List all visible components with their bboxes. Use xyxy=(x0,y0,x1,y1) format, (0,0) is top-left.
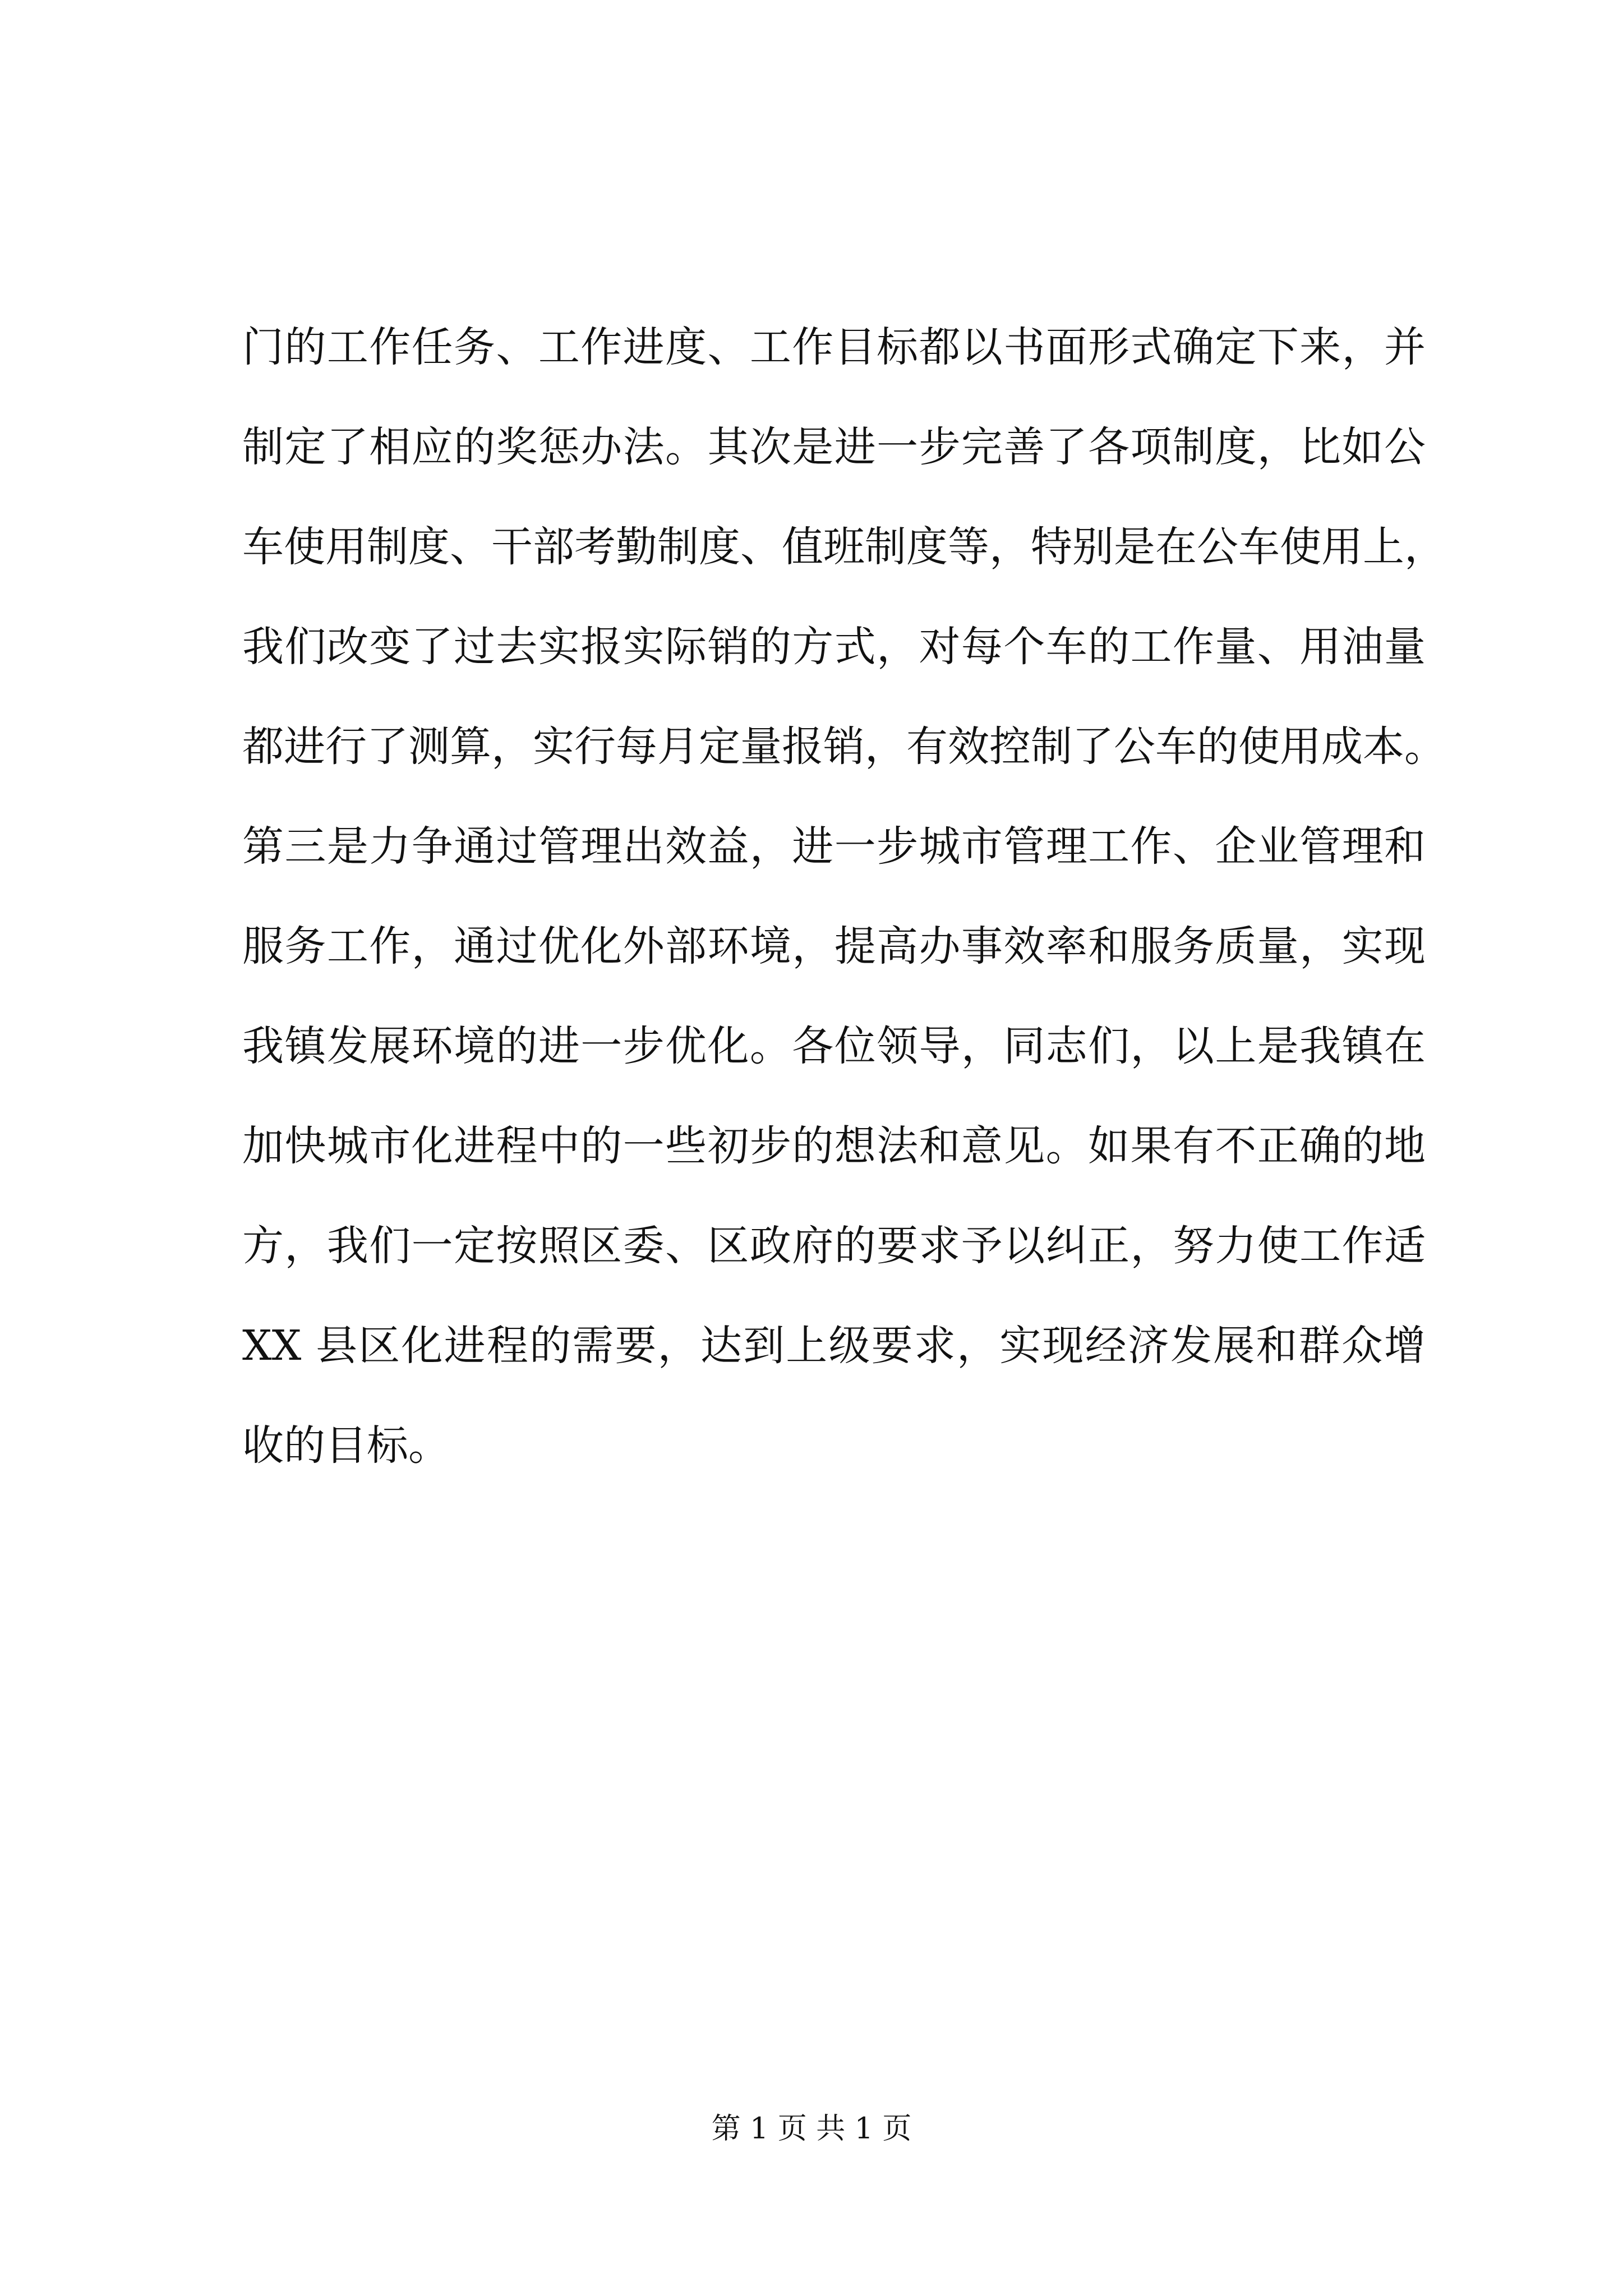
text-line: XX 县区化进程的需要，达到上级要求，实现经济发展和群众增 xyxy=(242,1322,1426,1370)
text-line: 车使用制度、干部考勤制度、值班制度等，特别是在公车使用上， xyxy=(242,523,1446,571)
text-line: 我镇发展环境的进一步优化。各位领导，同志们，以上是我镇在 xyxy=(242,1022,1426,1070)
body-text xyxy=(242,297,1446,1496)
page-number-footer: 第 1 页 共 1 页 xyxy=(711,2112,912,2146)
text-line: 收的目标。 xyxy=(242,1421,450,1470)
text-line: 第三是力争通过管理出效益，进一步城市管理工作、企业管理和 xyxy=(242,822,1426,871)
text-line: 都进行了测算，实行每月定量报销，有效控制了公车的使用成本。 xyxy=(242,723,1446,771)
text-line: 服务工作，通过优化外部环境，提高办事效率和服务质量，实现 xyxy=(242,922,1426,970)
text-line: 方，我们一定按照区委、区政府的要求予以纠正，努力使工作适 xyxy=(242,1222,1426,1270)
text-line: 加快城市化进程中的一些初步的想法和意见。如果有不正确的地 xyxy=(242,1122,1426,1170)
text-line: 我们改变了过去实报实际销的方式，对每个车的工作量、用油量 xyxy=(242,623,1426,671)
text-line: 门的工作任务、工作进度、工作目标都以书面形式确定下来，并 xyxy=(242,323,1426,371)
text-line: 制定了相应的奖惩办法。其次是进一步完善了各项制度，比如公 xyxy=(242,423,1426,471)
